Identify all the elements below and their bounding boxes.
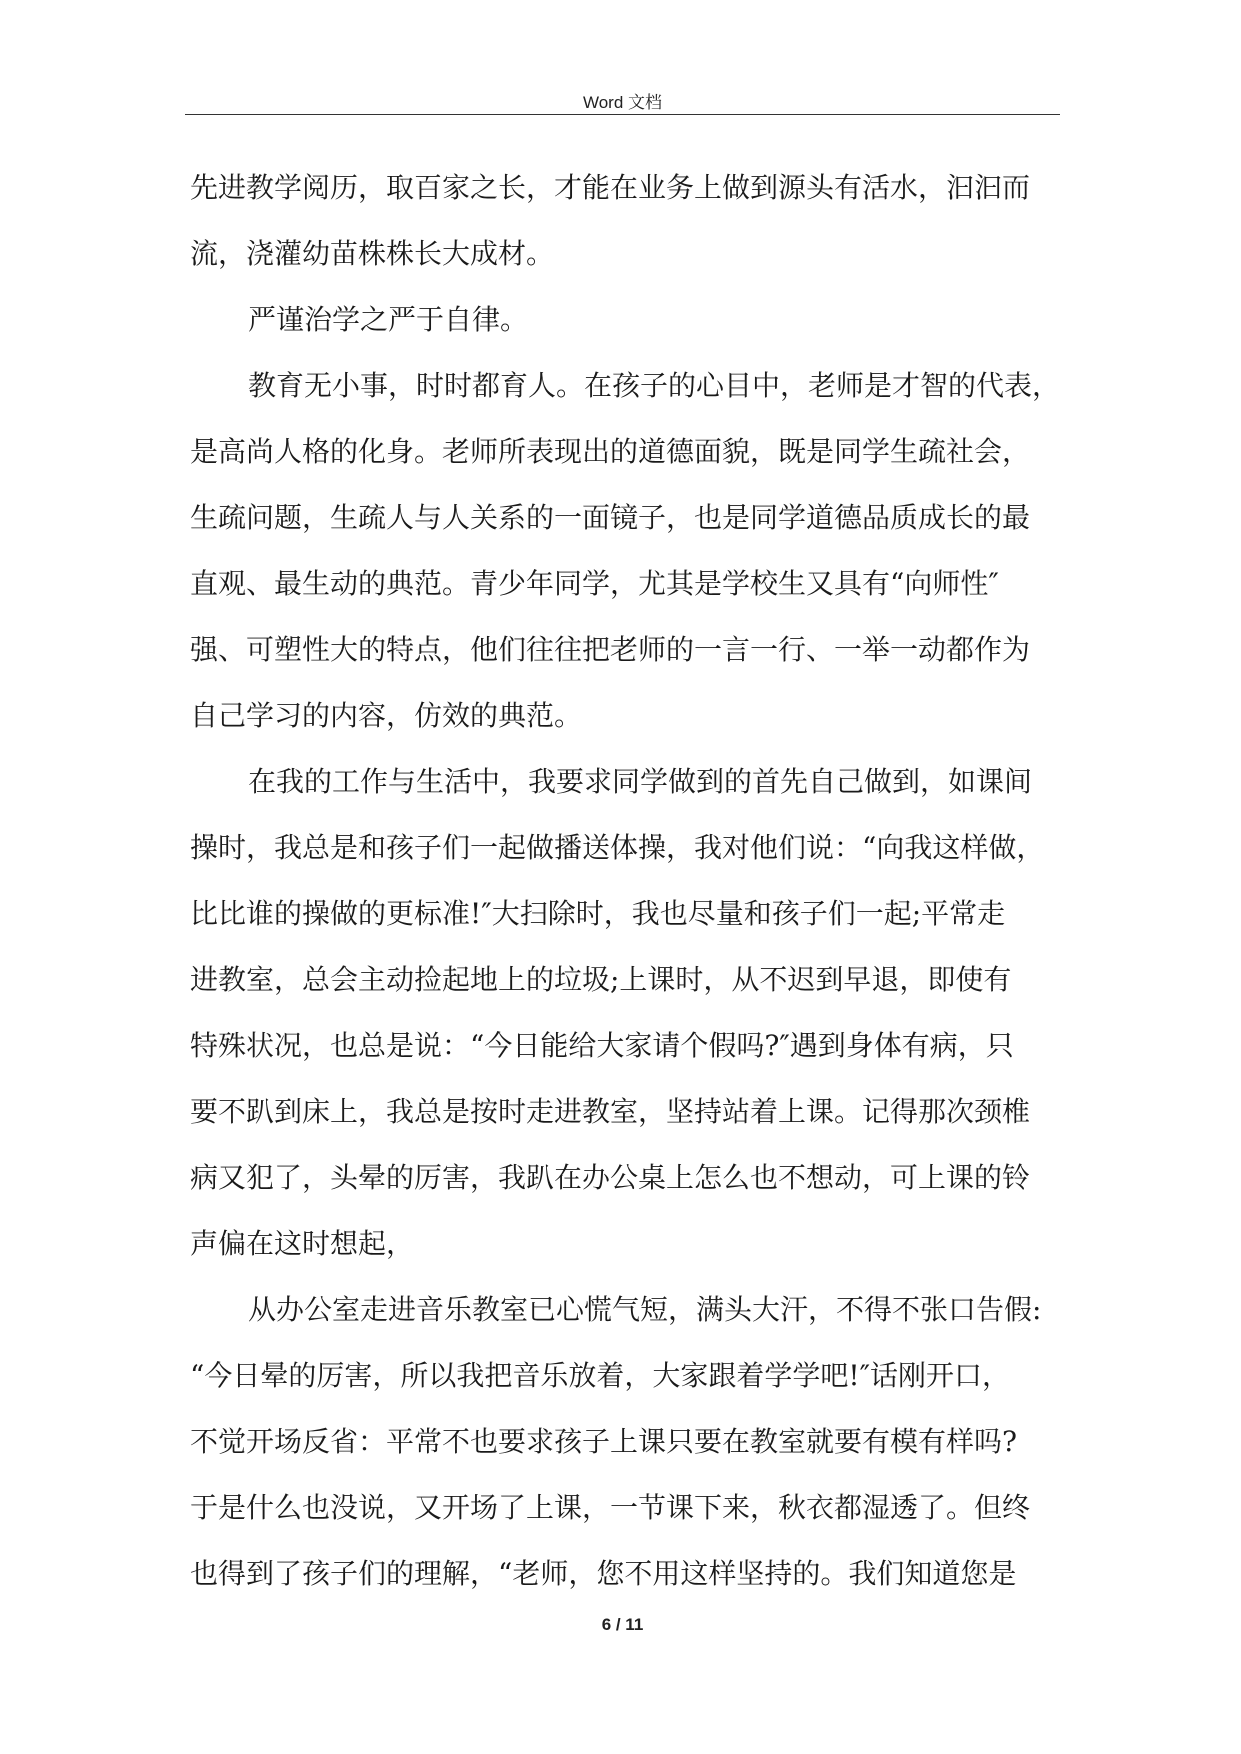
text-line: 不觉开场反省：平常不也要求孩子上课只要在教室就要有模有样吗? [190,1425,1018,1458]
page-header: Word 文档 [582,93,663,112]
text-line: 于是什么也没说，又开场了上课，一节课下来，秋衣都湿透了。但终 [190,1491,1031,1524]
text-line: 在我的工作与生活中，我要求同学做到的首先自己做到，如课间 [248,765,1033,798]
text-line: 严谨治学之严于自律。 [248,303,529,336]
text-line: 进教室，总会主动捡起地上的垃圾;上课时，从不迟到早退，即使有 [190,963,1012,996]
text-line: “今日晕的厉害，所以我把音乐放着，大家跟着学学吧!″话刚开口， [190,1359,1011,1392]
text-line: 特殊状况，也总是说：“今日能给大家请个假吗?″遇到身体有病，只 [190,1029,1014,1062]
text-line: 教育无小事，时时都育人。在孩子的心目中，老师是才智的代表， [248,369,1061,402]
text-line: 强、可塑性大的特点，他们往往把老师的一言一行、一举一动都作为 [190,633,1031,666]
text-line: 从办公室走进音乐教室已心慌气短，满头大汗，不得不张口告假: [248,1293,1042,1326]
text-line: 生疏问题，生疏人与人关系的一面镜子，也是同学道德品质成长的最 [190,501,1031,534]
text-line: 直观、最生动的典范。青少年同学，尤其是学校生又具有“向师性″ [190,567,999,600]
page-number: 6 / 11 [601,1615,644,1634]
text-line: 流，浇灌幼苗株株长大成材。 [190,237,555,270]
document-body [190,155,1060,1607]
text-line: 自己学习的内容，仿效的典范。 [190,699,583,732]
text-line: 是高尚人格的化身。老师所表现出的道德面貌，既是同学生疏社会， [190,435,1031,468]
text-line: 病又犯了，头晕的厉害，我趴在办公桌上怎么也不想动，可上课的铃 [190,1161,1031,1194]
text-line: 比比谁的操做的更标准!″大扫除时，我也尽量和孩子们一起;平常走 [190,897,1006,930]
text-line: 声偏在这时想起， [190,1227,415,1260]
text-line: 也得到了孩子们的理解，“老师，您不用这样坚持的。我们知道您是 [190,1557,1017,1590]
text-line: 操时，我总是和孩子们一起做播送体操，我对他们说：“向我这样做， [190,831,1045,864]
text-line: 先进教学阅历，取百家之长，才能在业务上做到源头有活水，汩汩而 [190,171,1031,204]
header-divider [185,114,1060,115]
text-line: 要不趴到床上，我总是按时走进教室，坚持站着上课。记得那次颈椎 [190,1095,1031,1128]
